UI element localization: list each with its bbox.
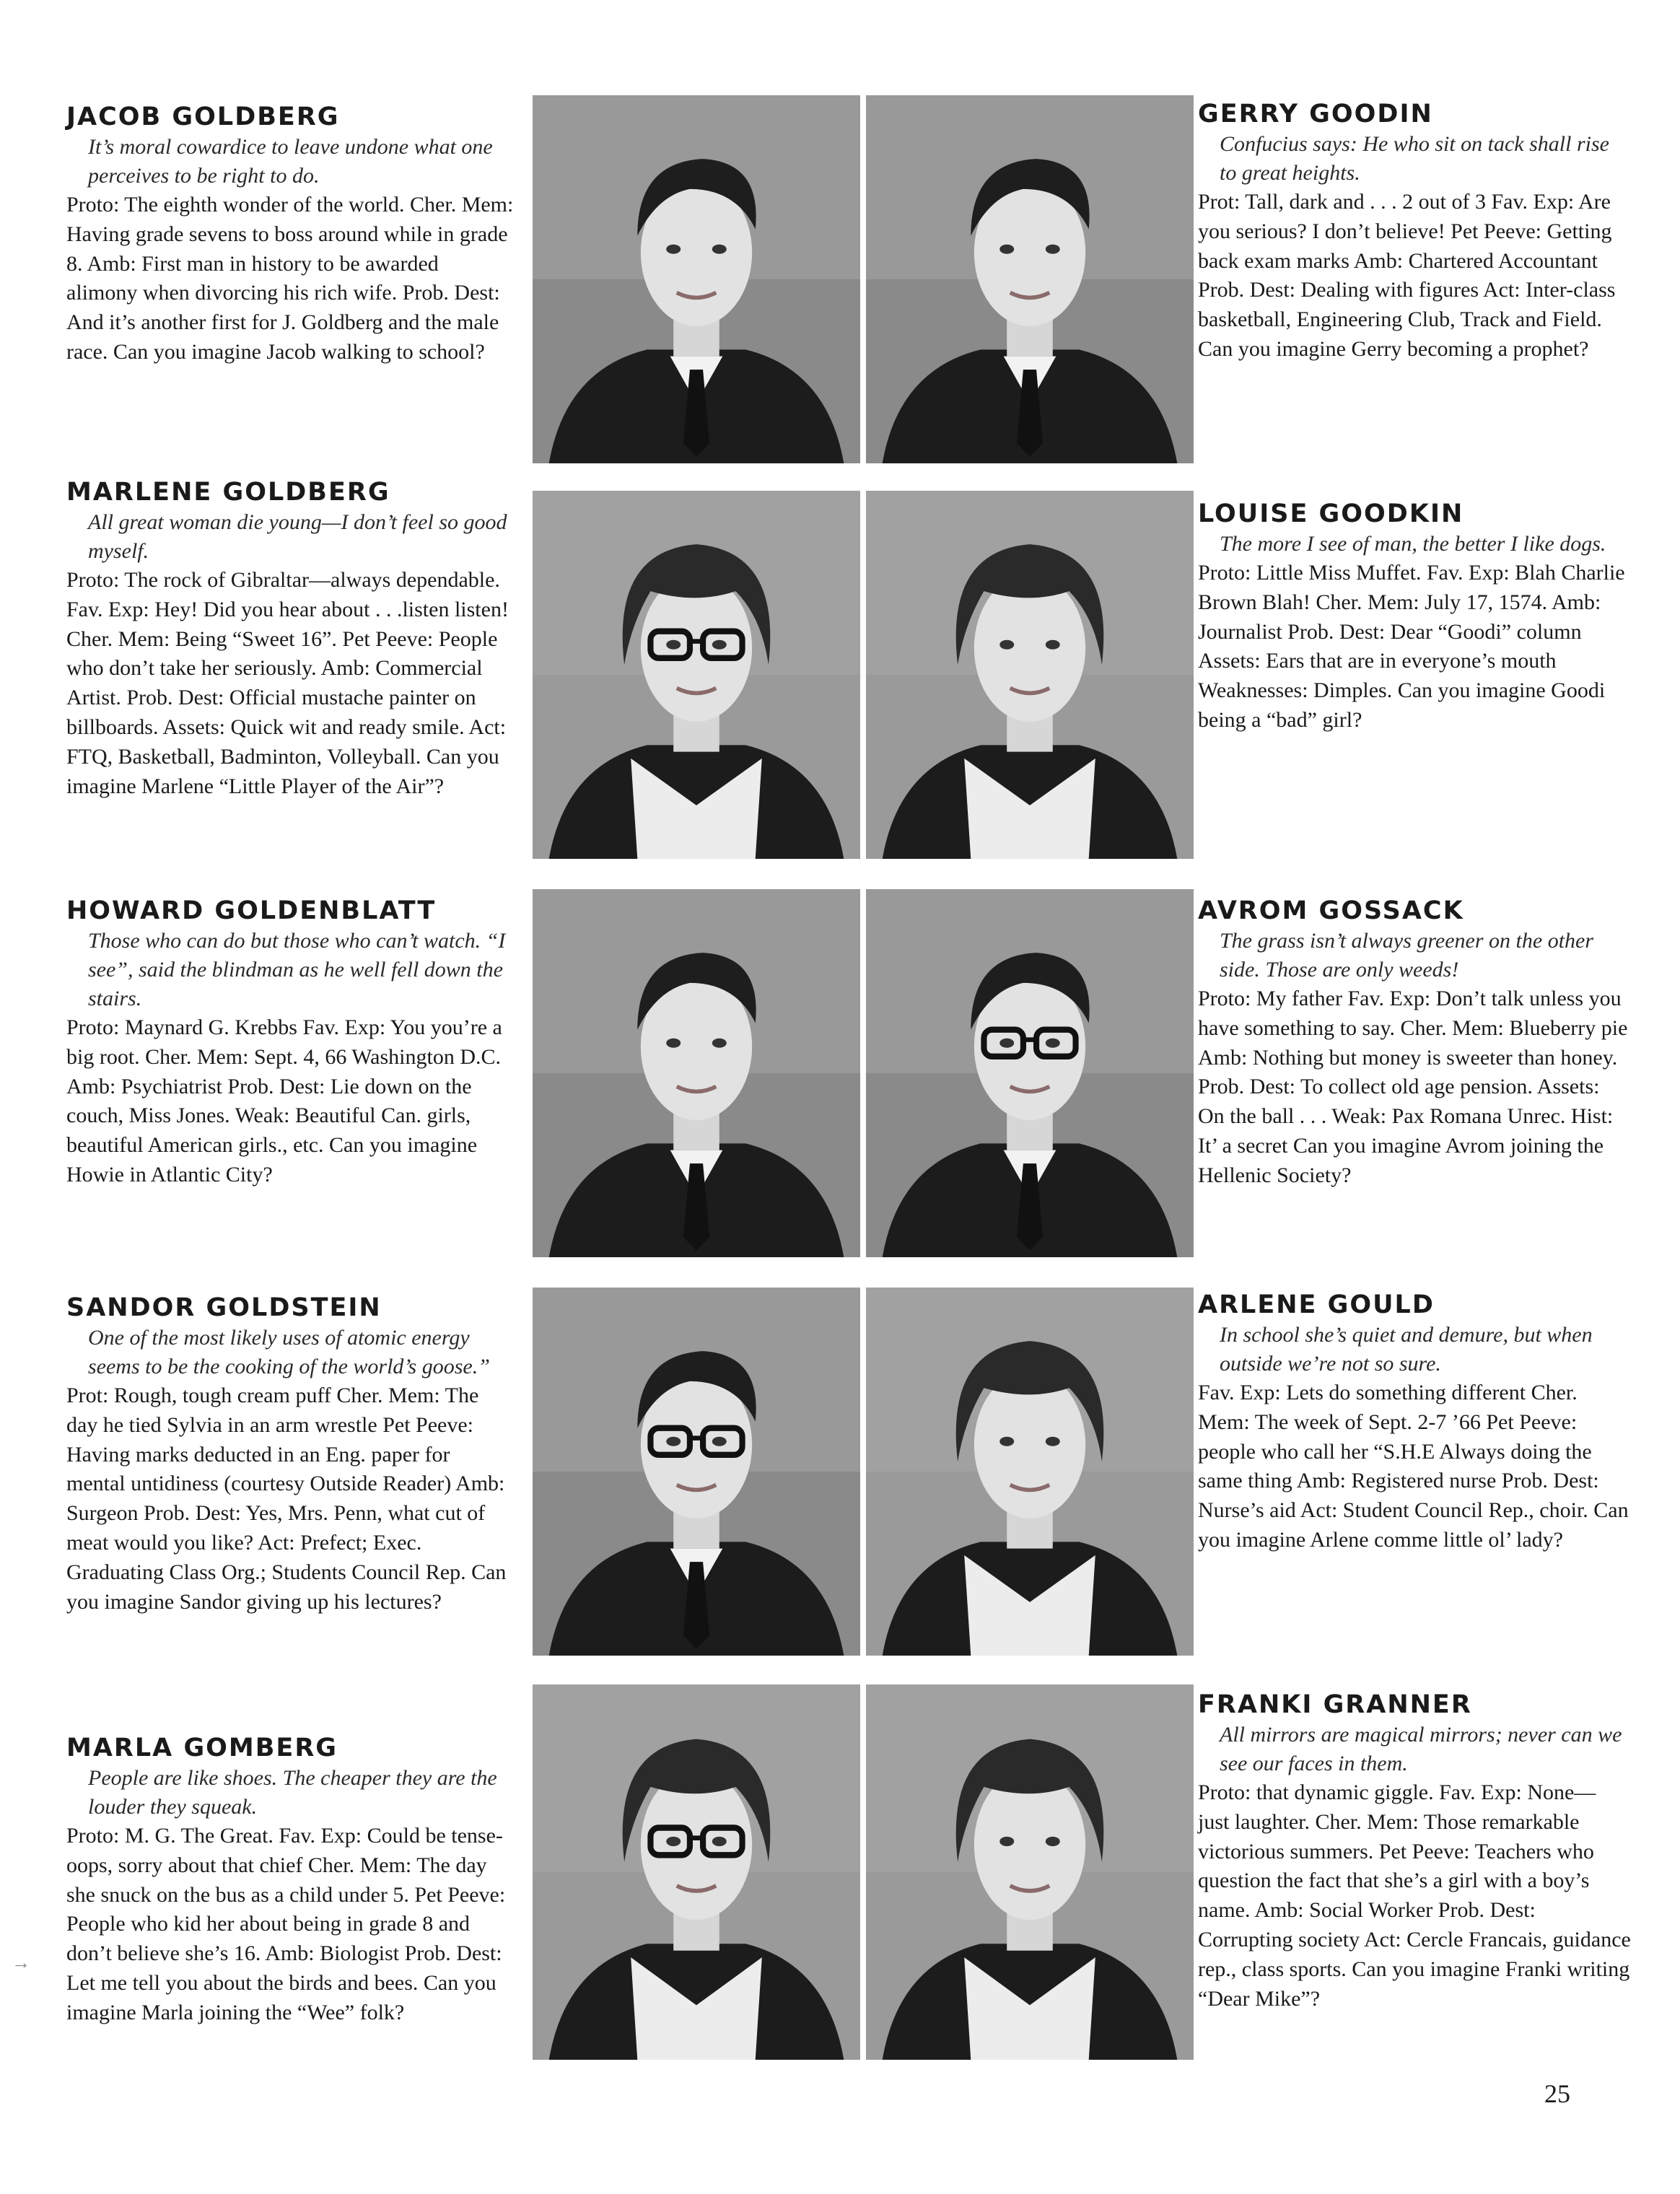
student-name: GERRY GOODIN — [1198, 100, 1433, 128]
student-bio: Proto: The eighth wonder of the world. Cher. Mem: Having grade sevens to boss around while in grade 8. Amb: First man in history to be awarded alimony when divorcing his rich wife. Prob. Dest: And it’s another first for J. Goldberg and the male race. Can you imagine Jacob walking to school? — [66, 193, 514, 364]
student-photo — [866, 1288, 1194, 1656]
portrait-silhouette — [866, 889, 1194, 1257]
student-photo — [533, 1288, 860, 1656]
student-quote: People are like shoes. The cheaper they are the louder they squeak. — [88, 1766, 497, 1819]
student-bio: Prot: Rough, tough cream puff Cher. Mem: The day he tied Sylvia in an arm wrestle Pet Peeve: Having marks deducted in an Eng. paper for mental untidiness (courtesy Outside Reader) Amb: Surgeon Prob. Dest: Yes, Mrs. Penn, what cut of meat would you like? Act: Prefect; Exec. Graduating Class Org.; Students Council Rep. Can you imagine Sandor giving up his lectures? — [66, 1384, 507, 1614]
student-photo — [866, 1684, 1194, 2060]
student-name: FRANKI GRANNER — [1198, 1690, 1472, 1719]
portrait-silhouette — [866, 1288, 1194, 1656]
student-bio: Fav. Exp: Lets do something different Cher. Mem: The week of Sept. 2-7 ’66 Pet Peeve: people who call her “S.H.E Always doing the same thing Amb: Registered nurse Prob. Dest: Nurse’s aid Act: Student Council Rep., choir. Can you imagine Arlene comme little ol’ lady? — [1198, 1381, 1629, 1552]
student-name: JACOB GOLDBERG — [66, 102, 340, 131]
portrait-silhouette — [533, 889, 860, 1257]
student-bio: Proto: M. G. The Great. Fav. Exp: Could be tense-oops, sorry about that chief Cher. Mem: The day she snuck on the bus as a child under 5. Pet Peeve: People who kid her about being in grade 8 and don’t believe she’s 16. Amb: Biologist Prob. Dest: Let me tell you about the birds and bees. Can you imagine Marla joining the “Wee” folk? — [66, 1824, 506, 2024]
student-entry — [1198, 895, 1631, 1191]
portrait-silhouette — [533, 95, 860, 463]
student-name: SANDOR GOLDSTEIN — [66, 1293, 382, 1322]
student-entry — [66, 1292, 514, 1617]
student-quote: In school she’s quiet and demure, but when outside we’re not so sure. — [1220, 1323, 1593, 1376]
student-quote: It’s moral cowardice to leave undone what one perceives to be right to do. — [88, 135, 493, 188]
student-name: MARLENE GOLDBERG — [66, 478, 390, 507]
student-entry — [66, 895, 514, 1190]
student-bio: Proto: Maynard G. Krebbs Fav. Exp: You you’re a big root. Cher. Mem: Sept. 4, 66 Washington D.C. Amb: Psychiatrist Prob. Dest: Lie down on the couch, Miss Jones. Weak: Beautiful Can. girls, beautiful American girls., etc. Can you imagine Howie in Atlantic City? — [66, 1015, 502, 1186]
student-entry — [66, 1732, 514, 2028]
student-photo — [866, 95, 1194, 463]
student-quote: The more I see of man, the better I like dogs. — [1220, 532, 1606, 556]
margin-mark-icon: → — [12, 1952, 30, 1973]
student-bio: Prot: Tall, dark and . . . 2 out of 3 Fav. Exp: Are you serious? I don’t believe! Pet Peeve: Getting back exam marks Amb: Chartered Accountant Prob. Dest: Dealing with figures Act: Inter-class basketball, Engineering Club, Track and Field. Can you imagine Gerry becoming a prophet? — [1198, 190, 1616, 361]
portrait-silhouette — [533, 1684, 860, 2060]
student-entry — [66, 101, 514, 367]
student-photo — [533, 1684, 860, 2060]
portrait-silhouette — [533, 1288, 860, 1656]
student-photo — [866, 889, 1194, 1257]
student-bio: Proto: My father Fav. Exp: Don’t talk unless you have something to say. Cher. Mem: Blueberry pie Amb: Nothing but money is sweeter than honey. Prob. Dest: To collect old age pension. Assets: On the ball . . . Weak: Pax Romana Unrec. Hist: It’ a secret Can you imagine Avrom joining the Hellenic Society? — [1198, 987, 1628, 1187]
student-bio: Proto: The rock of Gibraltar—always dependable. Fav. Exp: Hey! Did you hear about . . .listen listen! Cher. Mem: Being “Sweet 16”. Pet Peeve: People who don’t take her seriously. Amb: Commercial Artist. Prob. Dest: Official mustache painter on billboards. Assets: Quick wit and ready smile. Act: FTQ, Basketball, Badminton, Volleyball. Can you imagine Marlene “Little Player of the Air”? — [66, 568, 509, 798]
student-quote: Those who can do but those who can’t watch. “I see”, said the blindman as he well fell down the stairs. — [88, 929, 506, 1010]
student-entry — [1198, 498, 1631, 735]
student-quote: All mirrors are magical mirrors; never can we see our faces in them. — [1220, 1723, 1622, 1775]
student-photo — [533, 95, 860, 463]
student-bio: Proto: Little Miss Muffet. Fav. Exp: Blah Charlie Brown Blah! Cher. Mem: July 17, 1574. Amb: Journalist Prob. Dest: Dear “Goodi” column Assets: Ears that are in everyone’s mouth Weaknesses: Dimples. Can you imagine Goodi being a “bad” girl? — [1198, 561, 1625, 732]
student-name: MARLA GOMBERG — [66, 1734, 338, 1762]
student-quote: One of the most likely uses of atomic energy seems to be the cooking of the world’s goose.” — [88, 1326, 490, 1378]
student-name: ARLENE GOULD — [1198, 1290, 1435, 1319]
student-quote: The grass isn’t always greener on the other side. Those are only weeds! — [1220, 929, 1594, 982]
student-bio: Proto: that dynamic giggle. Fav. Exp: None— just laughter. Cher. Mem: Those remarkable victorious summers. Pet Peeve: Teachers who question the fact that she’s a girl with a boy’s name. Amb: Social Worker Prob. Dest: Corrupting society Act: Cercle Francais, guidance rep., class sports. Can you imagine Franki writing “Dear Mike”? — [1198, 1780, 1631, 2011]
student-entry — [1198, 1689, 1631, 2014]
portrait-silhouette — [866, 95, 1194, 463]
student-entry — [66, 476, 514, 801]
student-quote: All great woman die young—I don’t feel so good myself. — [88, 510, 507, 563]
portrait-silhouette — [533, 491, 860, 859]
portrait-silhouette — [866, 1684, 1194, 2060]
student-entry — [1198, 98, 1631, 364]
student-photo — [533, 491, 860, 859]
student-quote: Confucius says: He who sit on tack shall rise to great heights. — [1220, 132, 1609, 185]
student-name: LOUISE GOODKIN — [1198, 499, 1464, 528]
student-name: AVROM GOSSACK — [1198, 896, 1464, 925]
student-name: HOWARD GOLDENBLATT — [66, 896, 437, 925]
student-photo — [866, 491, 1194, 859]
student-entry — [1198, 1289, 1631, 1555]
page-number: 25 — [1544, 2079, 1570, 2108]
student-photo — [533, 889, 860, 1257]
portrait-silhouette — [866, 491, 1194, 859]
